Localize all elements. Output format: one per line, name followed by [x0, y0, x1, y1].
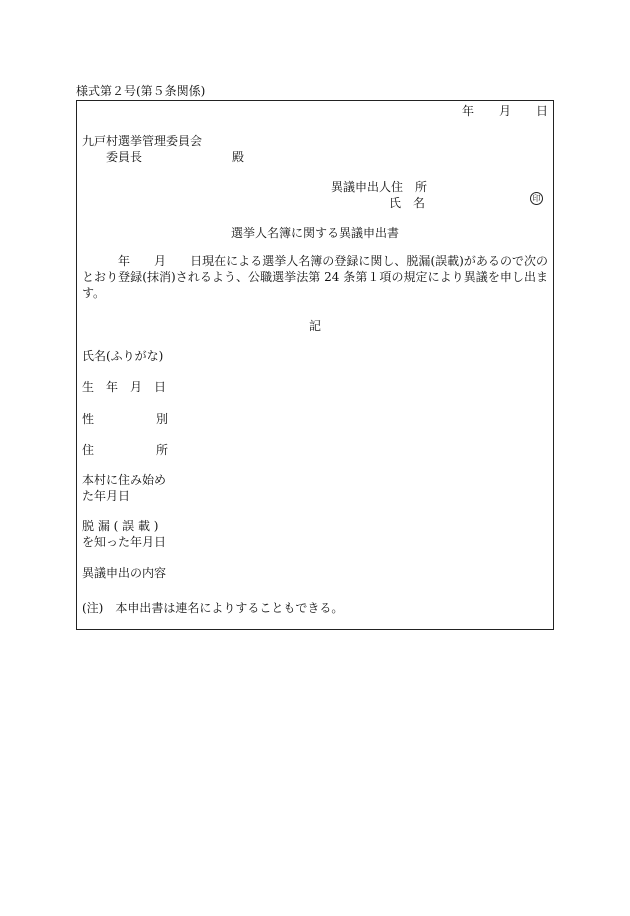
- field-sex-1: 性: [82, 412, 95, 426]
- addressee-honorific: 殿: [232, 150, 245, 164]
- form-frame: [76, 100, 554, 630]
- record-heading: 記: [309, 319, 322, 333]
- addressee-chair: 委員長: [106, 150, 143, 164]
- applicant-address-label: 異議申出人住 所: [331, 180, 428, 194]
- document-title: 選挙人名簿に関する異議申出書: [231, 226, 400, 240]
- field-birthdate: 生 年 月 日: [82, 380, 167, 394]
- field-omission-1: 脱 漏 ( 誤 載 ): [82, 519, 159, 533]
- seal-mark: 印: [530, 192, 543, 205]
- date-year: 年: [462, 104, 475, 118]
- date-day: 日: [536, 104, 549, 118]
- form-number: 様式第２号(第５条関係): [76, 84, 206, 98]
- field-address-2: 所: [156, 443, 169, 457]
- body-paragraph: 年 月 日現在による選挙人名簿の登録に関し、脱漏(誤載)があるので次のとおり登録(抹消)されるよう、公職選挙法第 24 条第１項の規定により異議を申し出ます。: [82, 254, 548, 300]
- field-omission-2: を知った年月日: [82, 535, 167, 549]
- date-month: 月: [499, 104, 512, 118]
- field-sex-2: 別: [156, 412, 169, 426]
- field-residence-start-2: た年月日: [82, 489, 131, 503]
- field-address-1: 住: [82, 443, 95, 457]
- addressee-committee: 九戸村選挙管理委員会: [82, 134, 203, 148]
- applicant-name-label: 氏 名: [389, 196, 426, 210]
- footnote: (注) 本申出書は連名によりすることもできる。: [82, 601, 344, 615]
- field-objection-content: 異議申出の内容: [82, 566, 167, 580]
- field-name-furigana: 氏名(ふりがな): [82, 349, 164, 363]
- field-residence-start-1: 本村に住み始め: [82, 473, 167, 487]
